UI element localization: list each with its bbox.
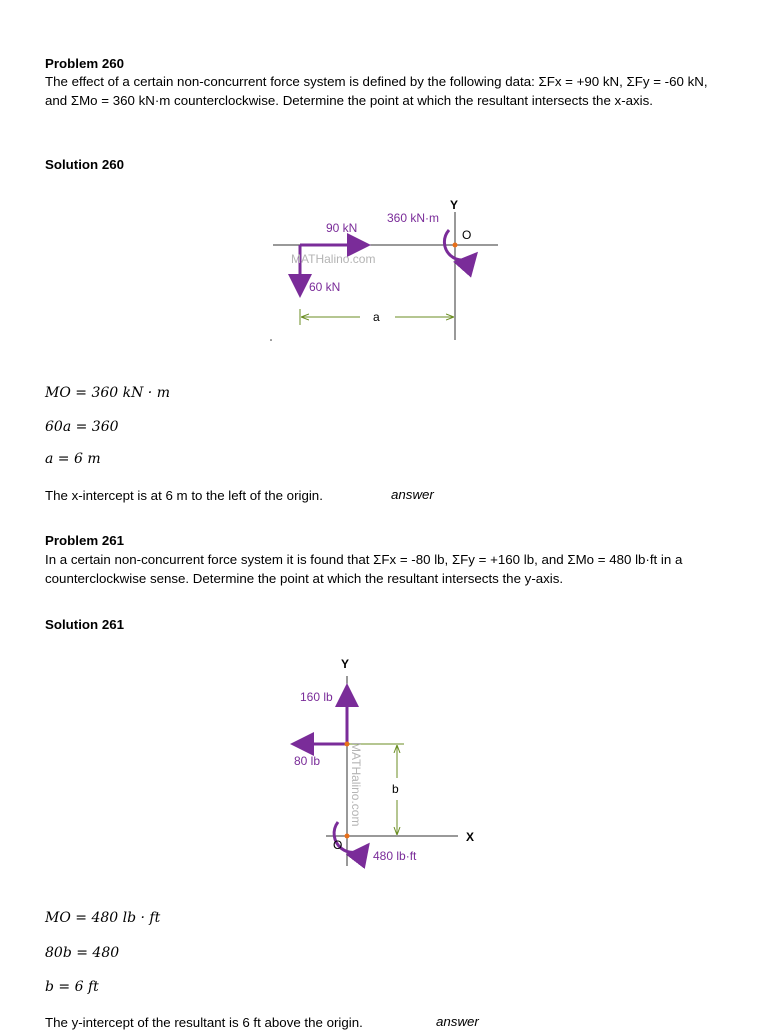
equation-a: a = 6 m (45, 451, 101, 467)
solution-260-heading: Solution 260 (45, 157, 125, 172)
origin-point (453, 243, 458, 248)
origin-point (345, 834, 350, 839)
answer-260: answer (391, 487, 434, 502)
problem-260-heading: Problem 260 (45, 56, 125, 71)
label-80lb: 80 lb (294, 754, 321, 768)
watermark: MATHalino.com (291, 252, 376, 266)
label-origin: O (333, 838, 343, 852)
problem-261-heading: Problem 261 (45, 533, 125, 548)
label-480-moment: 480 lb·ft (373, 849, 417, 863)
solution-261-heading: Solution 261 (45, 617, 125, 632)
label-dim-a: a (373, 310, 380, 324)
label-90kn: 90 kN (326, 221, 358, 235)
equation-60a: 60a = 360 (45, 419, 119, 435)
figure-260 (270, 198, 498, 341)
label-dim-b: b (392, 782, 399, 796)
label-160lb: 160 lb (300, 690, 333, 704)
stray-dot (270, 339, 272, 341)
answer-261: answer (436, 1014, 479, 1029)
conclusion-261: The y-intercept of the resultant is 6 ft above the origin. (45, 1015, 363, 1030)
figure-261 (293, 657, 474, 866)
label-y-axis: Y (450, 198, 459, 212)
label-360-moment: 360 kN·m (387, 211, 440, 225)
intercept-point (345, 742, 350, 747)
label-origin: O (462, 228, 472, 242)
problem-261-text: In a certain non-concurrent force system it is found that ΣFx = -80 lb, ΣFy = +160 lb, and ΣMo = 480 lb·ft in a counterclockwise sense. Determine the point at which the resultant intersects the y-axis. (45, 552, 683, 586)
label-x-axis: X (466, 830, 475, 844)
conclusion-260: The x-intercept is at 6 m to the left of the origin. (45, 488, 323, 503)
equation-moment-260: MO = 360 kN · m (45, 385, 170, 401)
equation-moment-261: MO = 480 lb · ft (45, 910, 161, 926)
problem-260-text: The effect of a certain non-concurrent force system is defined by the following data: ΣFx = +90 kN, ΣFy = -60 kN, and ΣMo = 360 kN·m counterclockwise. Determine the point at which the resultant intersects the x-axis. (45, 74, 708, 108)
label-60kn: 60 kN (309, 280, 341, 294)
watermark: MATHalino.com (349, 742, 363, 827)
equation-80b: 80b = 480 (45, 945, 120, 961)
label-y-axis: Y (341, 657, 350, 671)
equation-b: b = 6 ft (45, 979, 99, 995)
